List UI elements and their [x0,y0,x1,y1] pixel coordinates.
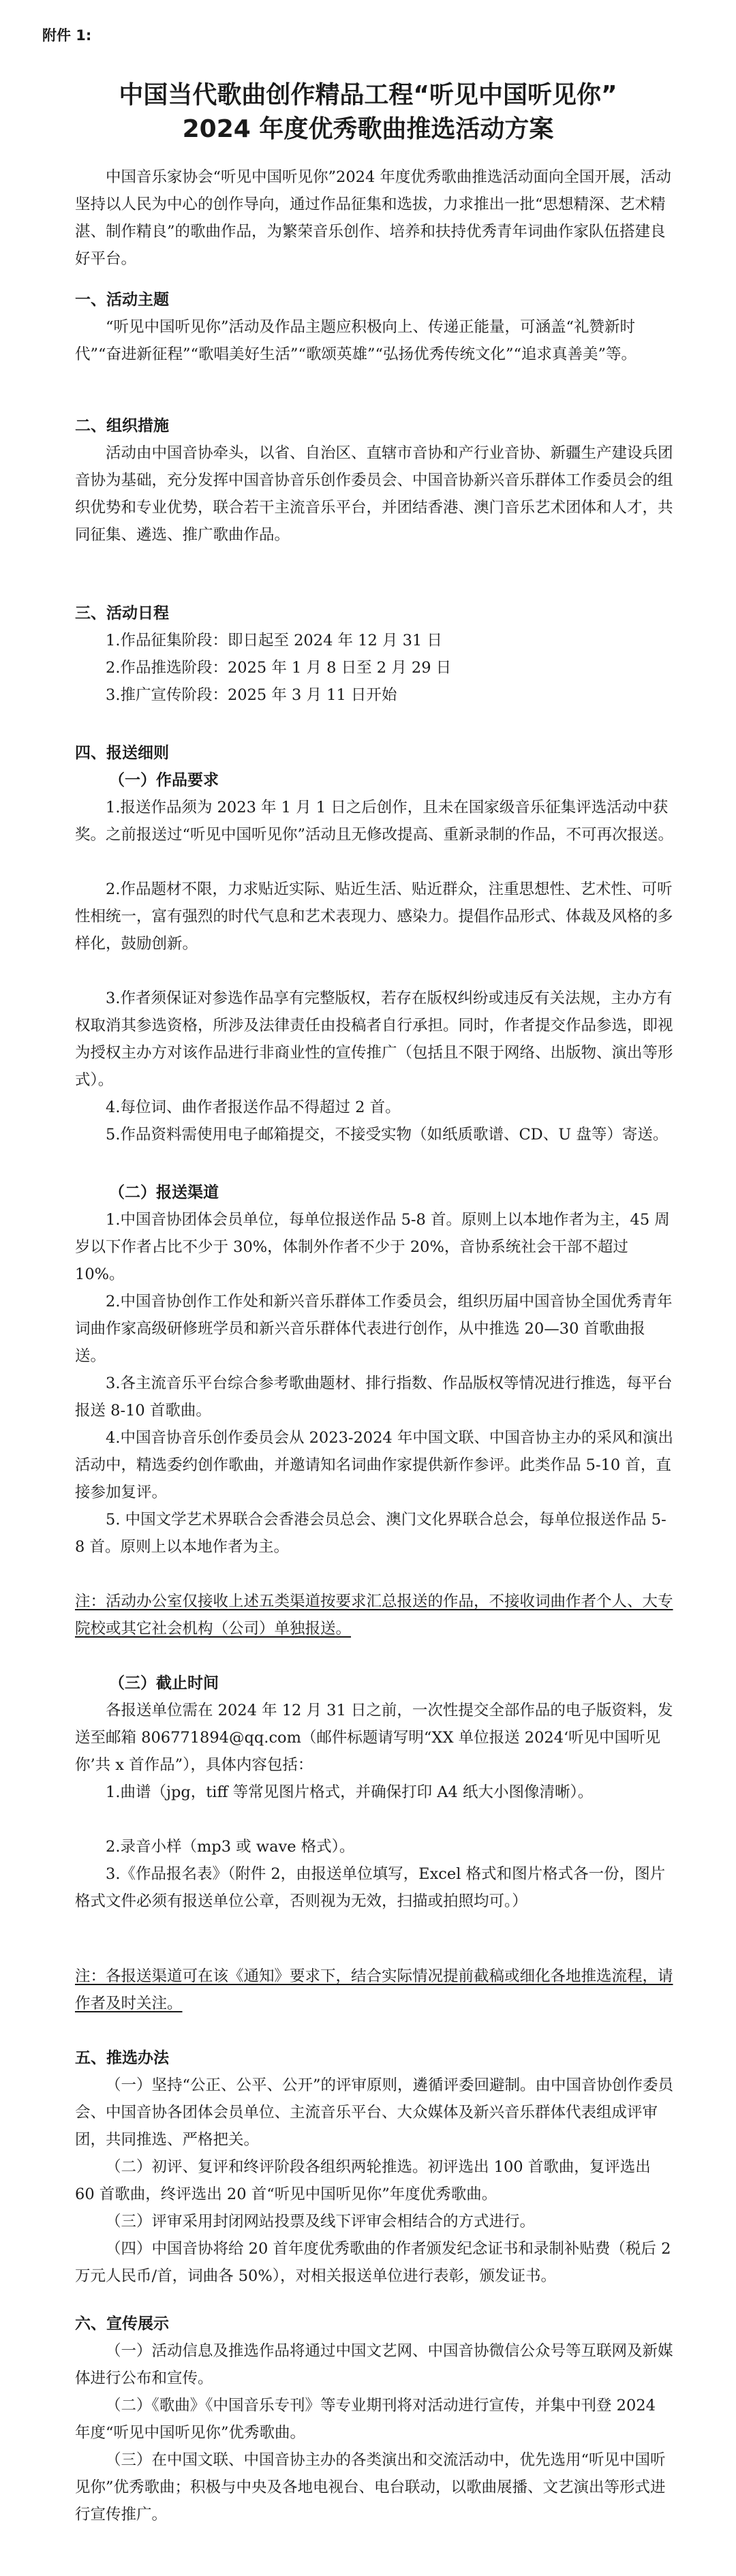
deadline-text: 各报送单位需在 2024 年 12 月 31 日之前，一次性提交全部作品的电子版资料，发送至邮箱 806771894@qq.com（邮件标题请写明“XX 单位报送 2024‘听见中国听见你’共 x 首作品”），具体内容包括： [75,1702,673,1774]
section-1-text: “听见中国听见你”活动及作品主题应积极向上、传递正能量，可涵盖“礼赞新时代”“奋进新征程”“歌唱美好生活”“歌颂英雄”“弘扬优秀传统文化”“追求真善美”等。 [75,318,637,363]
schedule-item: 1.作品征集阶段：即日起至 2024 年 12 月 31 日 [106,632,442,649]
title-line-2: 2024 年度优秀歌曲推选活动方案 [182,115,554,143]
schedule-item: 2.作品推选阶段：2025 年 1 月 8 日至 2 月 29 日 [106,659,452,677]
section-5-heading: 五、推选办法 [75,2049,169,2067]
section-3-heading: 三、活动日程 [75,604,169,622]
publicity-item: （二）《歌曲》《中国音乐专刊》等专业期刊将对活动进行宣传，并集中刊登 2024 年度“听见中国听见你”优秀歌曲。 [75,2397,656,2442]
selection-item: （二）初评、复评和终评阶段各组织两轮推选。初评选出 100 首歌曲，复评选出 60 首歌曲，终评选出 20 首“听见中国听见你”年度优秀歌曲。 [75,2158,651,2203]
material-item: 2.录音小样（mp3 或 wave 格式）。 [106,1838,355,1856]
selection-item: （四）中国音协将给 20 首年度优秀歌曲的作者颁发纪念证书和录制补贴费（税后 2 万元人民币/首，词曲各 50%），对相关报送单位进行表彰，颁发证书。 [75,2240,671,2285]
schedule-item: 3.推广宣传阶段：2025 年 3 月 11 日开始 [106,686,397,704]
selection-item: （一）坚持“公正、公平、公开”的评审原则，遴循评委回避制。由中国音协创作委员会、中国音协各团体会员单位、主流音乐平台、大众媒体及新兴音乐群体代表组成评审团，共同推选、严格把关。 [75,2076,674,2149]
publicity-item: （三）在中国文联、中国音协主办的各类演出和交流活动中，优先选用“听见中国听见你”优秀歌曲；积极与中央及各地电视台、电台联动，以歌曲展播、文艺演出等形式进行宣传推广。 [75,2451,666,2524]
channel-item: 4.中国音协音乐创作委员会从 2023-2024 年中国文联、中国音协主办的采风和演出活动中，精选委约创作歌曲，并邀请知名词曲作家提供新作参评。此类作品 5-10 首，直接参加复评。 [75,1429,673,1501]
subsection-channels-heading: （二）报送渠道 [109,1184,219,1201]
title-line-1: 中国当代歌曲创作精品工程“听见中国听见你” [119,81,617,109]
deadline-note: 注：各报送渠道可在该《通知》要求下，结合实际情况提前截稿或细化各地推选流程，请作者及时关注。 [75,1967,673,2012]
material-item: 1.曲谱（jpg，tiff 等常见图片格式，并确保打印 A4 纸大小图像清晰）。 [106,1783,594,1801]
section-2-text: 活动由中国音协牵头，以省、自治区、直辖市音协和产行业音协、新疆生产建设兵团音协为基础，充分发挥中国音协音乐创作委员会、中国音协新兴音乐群体工作委员会的组织优势和专业优势，联合若干主流音乐平台，并团结香港、澳门音乐艺术团体和人才，共同征集、遴选、推广歌曲作品。 [75,444,673,544]
publicity-item: （一）活动信息及推选作品将通过中国文艺网、中国音协微信公众号等互联网及新媒体进行公布和宣传。 [75,2342,673,2387]
requirement-item: 5.作品资料需使用电子邮箱提交，不接受实物（如纸质歌谱、CD、U 盘等）寄送。 [106,1126,669,1144]
subsection-requirements-heading: （一）作品要求 [109,771,219,789]
requirement-item: 2.作品题材不限，力求贴近实际、贴近生活、贴近群众，注重思想性、艺术性、可听性相统一，富有强烈的时代气息和艺术表现力、感染力。提倡作品形式、体裁及风格的多样化，鼓励创新。 [75,880,673,953]
selection-item: （三）评审采用封闭网站投票及线下评审会相结合的方式进行。 [106,2213,536,2230]
subsection-deadline-heading: （三）截止时间 [109,1674,219,1692]
section-1-heading: 一、活动主题 [75,291,169,309]
section-6-heading: 六、宣传展示 [75,2315,169,2333]
section-4-heading: 四、报送细则 [75,744,169,762]
requirement-item: 3.作者须保证对参选作品享有完整版权，若存在版权纠纷或违反有关法规，主办方有权取消其参选资格，所涉及法律责任由投稿者自行承担。同时，作者提交作品参选，即视为授权主办方对该作品进行非商业性的宣传推广（包括且不限于网络、出版物、演出等形式）。 [75,990,673,1089]
channel-item: 5. 中国文学艺术界联合会香港会员总会、澳门文化界联合总会，每单位报送作品 5-8 首。原则上以本地作者为主。 [75,1511,666,1556]
intro-paragraph: 中国音乐家协会“听见中国听见你”2024 年度优秀歌曲推选活动面向全国开展，活动坚持以人民为中心的创作导向，通过作品征集和选拔，力求推出一批“思想精深、艺术精湛、制作精良”的歌曲作品，为繁荣音乐创作、培养和扶持优秀青年词曲作家队伍搭建良好平台。 [75,168,671,268]
channel-item: 3.各主流音乐平台综合参考歌曲题材、排行指数、作品版权等情况进行推选，每平台报送 8-10 首歌曲。 [75,1375,673,1420]
attachment-label: 附件 1: [42,27,92,44]
channels-note: 注：活动办公室仅接收上述五类渠道按要求汇总报送的作品，不接收词曲作者个人、大专院校或其它社会机构（公司）单独报送。 [75,1593,673,1638]
requirement-item: 4.每位词、曲作者报送作品不得超过 2 首。 [106,1099,401,1116]
channel-item: 1.中国音协团体会员单位，每单位报送作品 5-8 首。原则上以本地作者为主，45 周岁以下作者占比不少于 30%，体制外作者不少于 20%，音协系统社会干部不超过 10%。 [75,1211,670,1283]
requirement-item: 1.报送作品须为 2023 年 1 月 1 日之后创作，且未在国家级音乐征集评选活动中获奖。之前报送过“听见中国听见你”活动且无修改提高、重新录制的作品，不可再次报送。 [75,799,674,844]
channel-item: 2.中国音协创作工作处和新兴音乐群体工作委员会，组织历届中国音协全国优秀青年词曲作家高级研修班学员和新兴音乐群体代表进行创作，从中推选 20—30 首歌曲报送。 [75,1293,673,1365]
material-item: 3.《作品报名表》（附件 2，由报送单位填写，Excel 格式和图片格式各一份，图片格式文件必须有报送单位公章，否则视为无效，扫描或拍照均可。） [75,1865,666,1910]
section-2-heading: 二、组织措施 [75,417,169,435]
